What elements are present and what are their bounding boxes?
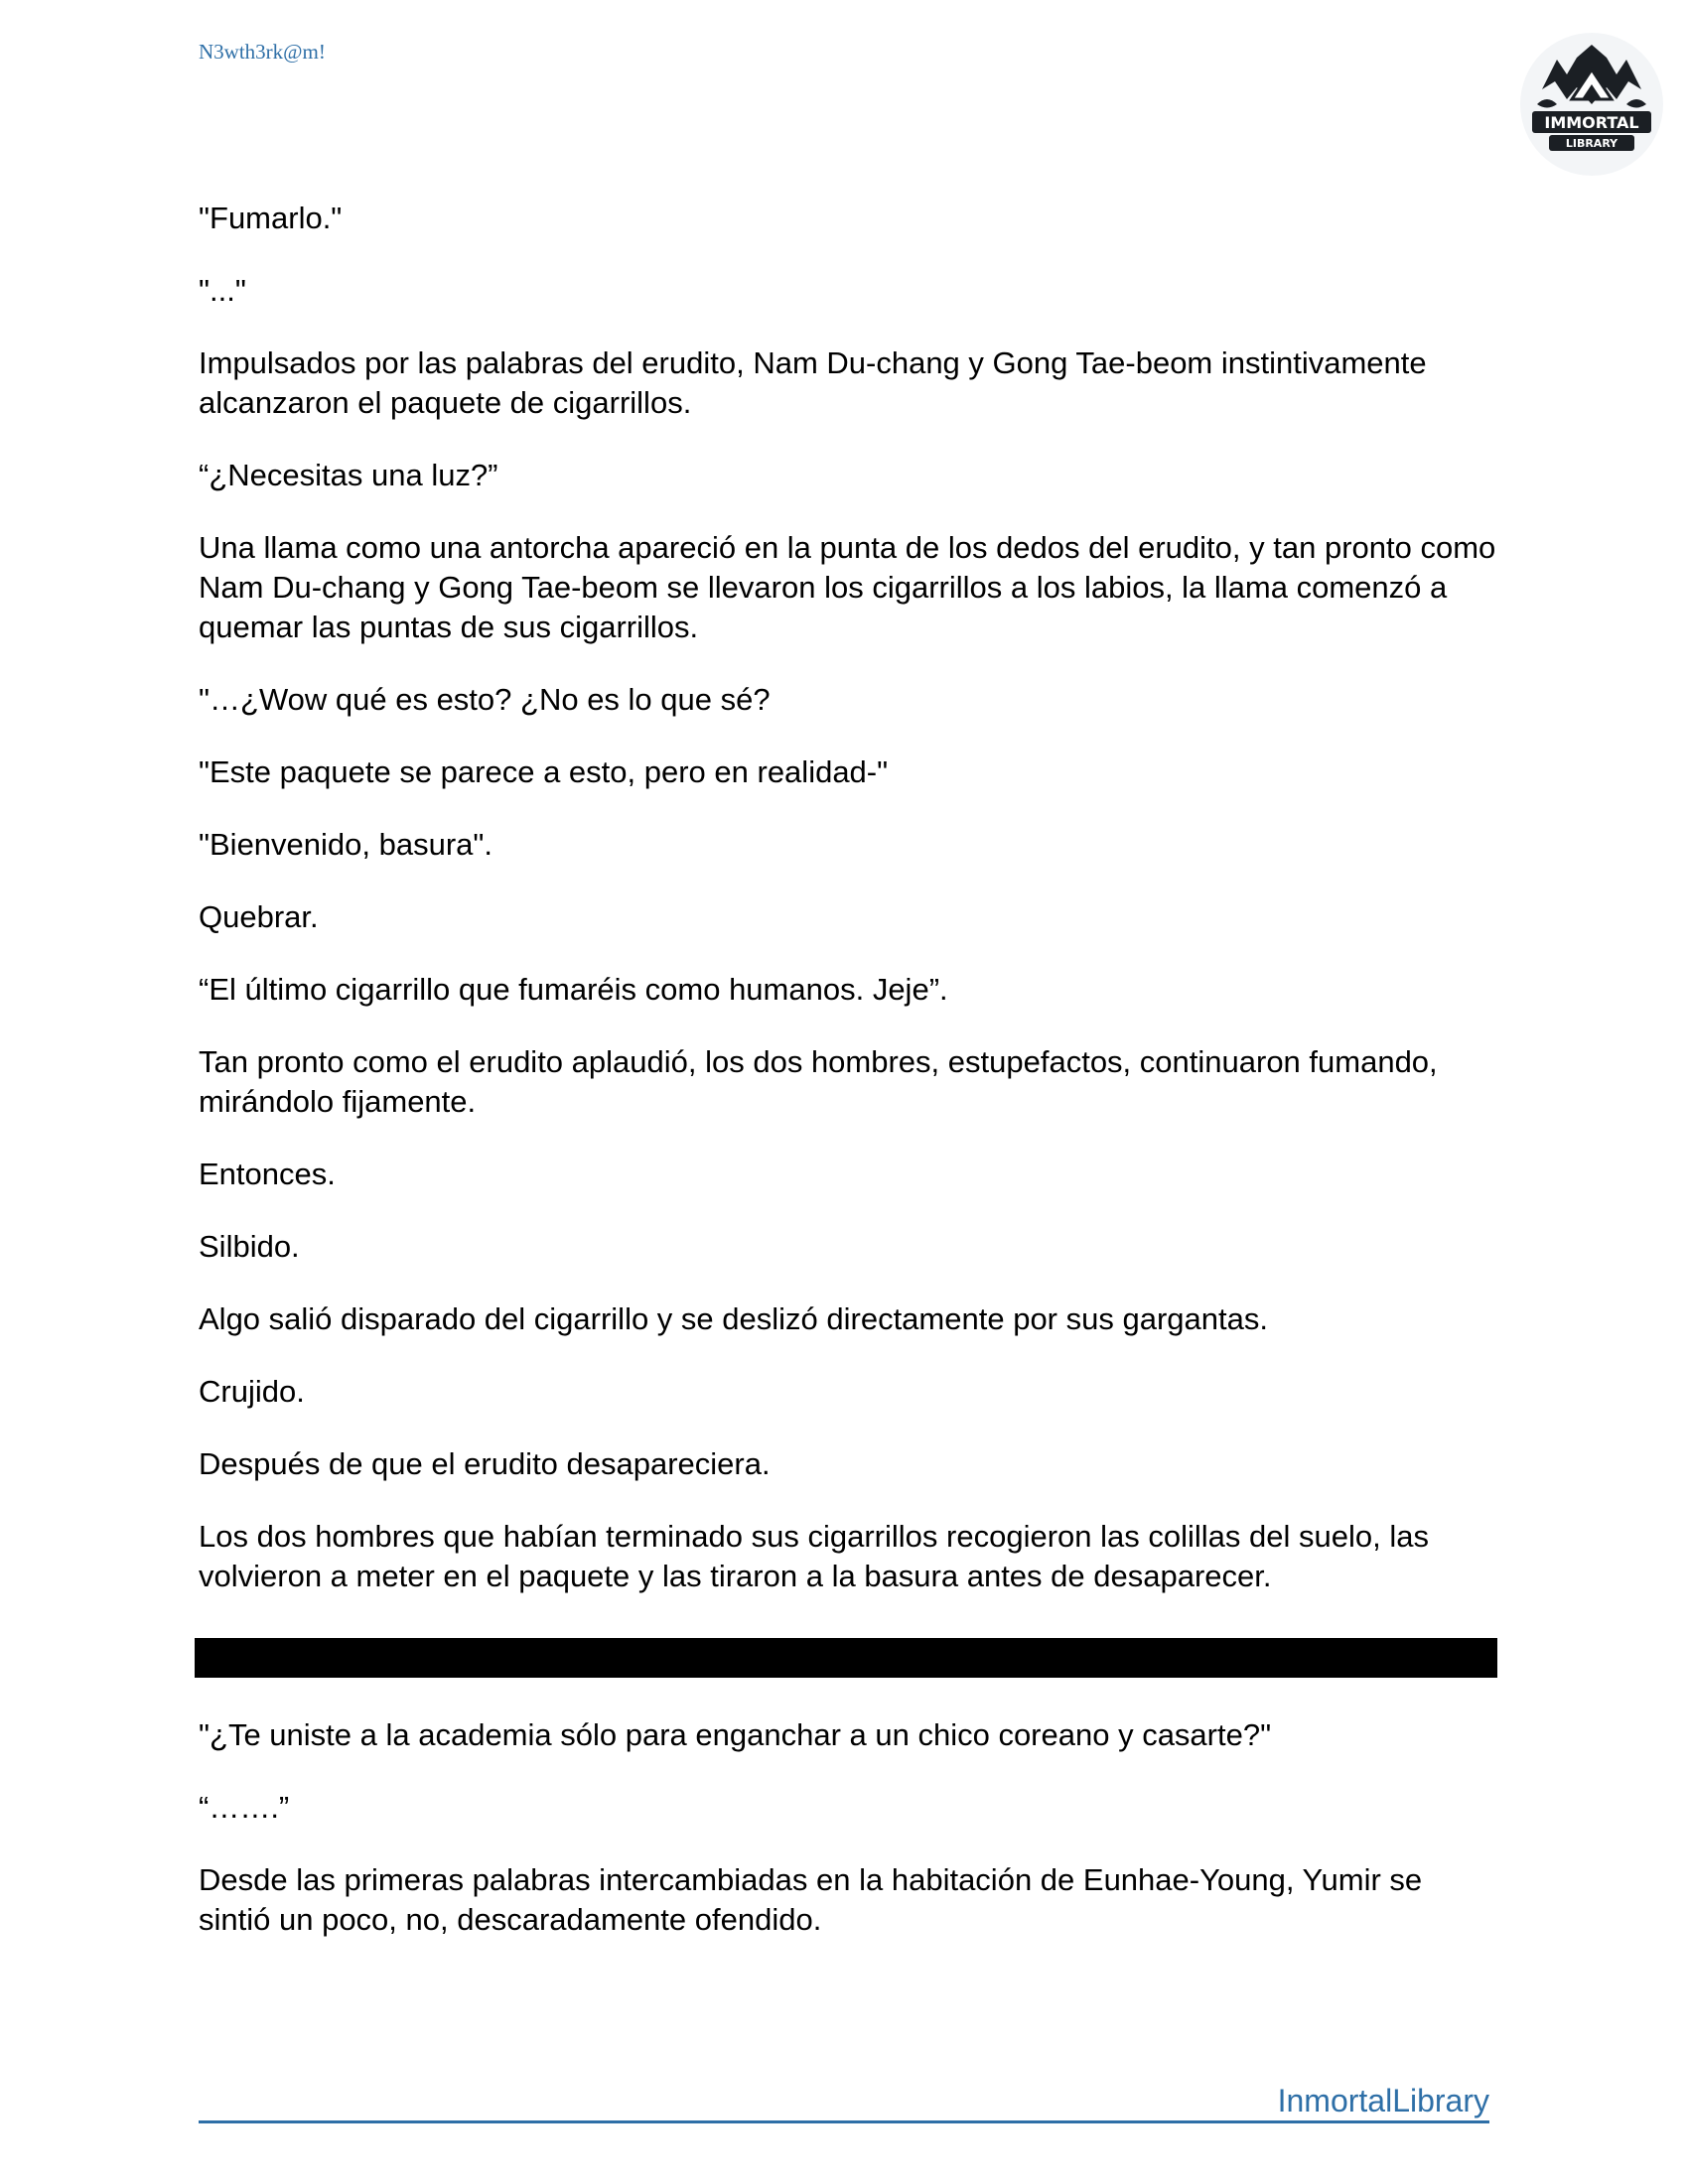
scene-separator-bar [195,1638,1497,1678]
paragraph: "¿Te uniste a la academia sólo para enganchar a un chico coreano y casarte?" [199,1717,1272,1752]
paragraph: Silbido. [199,1229,300,1264]
paragraph: "..." [199,273,246,308]
paragraph: Crujido. [199,1374,305,1409]
paragraph: "Fumarlo." [199,201,343,235]
paragraph: Una llama como una antorcha apareció en la punta de los dedos del erudito, y tan pronto como Nam Du-chang y Gong Tae-beom se llevaron los cigarrillos a los labios, la llama comenzó a quemar las puntas de sus cigarrillos. [199,530,1496,644]
paragraph: “…….” [199,1790,290,1825]
footer-site-link[interactable]: InmortalLibrary [1277,2083,1489,2118]
logo-subtitle-text: LIBRARY [1565,137,1618,150]
paragraph: "Bienvenido, basura". [199,827,493,862]
paragraph: “¿Necesitas una luz?” [199,458,498,492]
logo-emblem-icon [1517,30,1666,179]
paragraph: Entonces. [199,1157,336,1191]
immortal-library-logo [1517,30,1666,179]
paragraph: Los dos hombres que habían terminado sus cigarrillos recogieron las colillas del suelo, las volvieron a meter en el paquete y las tiraron a la basura antes de desaparecer. [199,1519,1429,1593]
paragraph: Después de que el erudito desapareciera. [199,1446,771,1481]
logo-title-text: IMMORTAL [1544,113,1639,132]
story-body [199,199,1499,1629]
paragraph: "Este paquete se parece a esto, pero en realidad-" [199,754,889,789]
paragraph: “El último cigarrillo que fumaréis como humanos. Jeje”. [199,972,948,1007]
paragraph: Impulsados por las palabras del erudito, Nam Du-chang y Gong Tae-beom instintivamente alcanzaron el paquete de cigarrillos. [199,345,1427,420]
paragraph: Desde las primeras palabras intercambiadas en la habitación de Eunhae-Young, Yumir se sintió un poco, no, descaradamente ofendido. [199,1862,1423,1937]
footer-divider [199,2120,1489,2123]
header-watermark-text: N3wth3rk@m! [199,40,326,64]
paragraph: Quebrar. [199,899,319,934]
paragraph: "…¿Wow qué es esto? ¿No es lo que sé? [199,682,771,717]
story-body-continued [199,1715,1499,1973]
paragraph: Tan pronto como el erudito aplaudió, los dos hombres, estupefactos, continuaron fumando, mirándolo fijamente. [199,1044,1438,1119]
paragraph: Algo salió disparado del cigarrillo y se deslizó directamente por sus gargantas. [199,1301,1268,1336]
